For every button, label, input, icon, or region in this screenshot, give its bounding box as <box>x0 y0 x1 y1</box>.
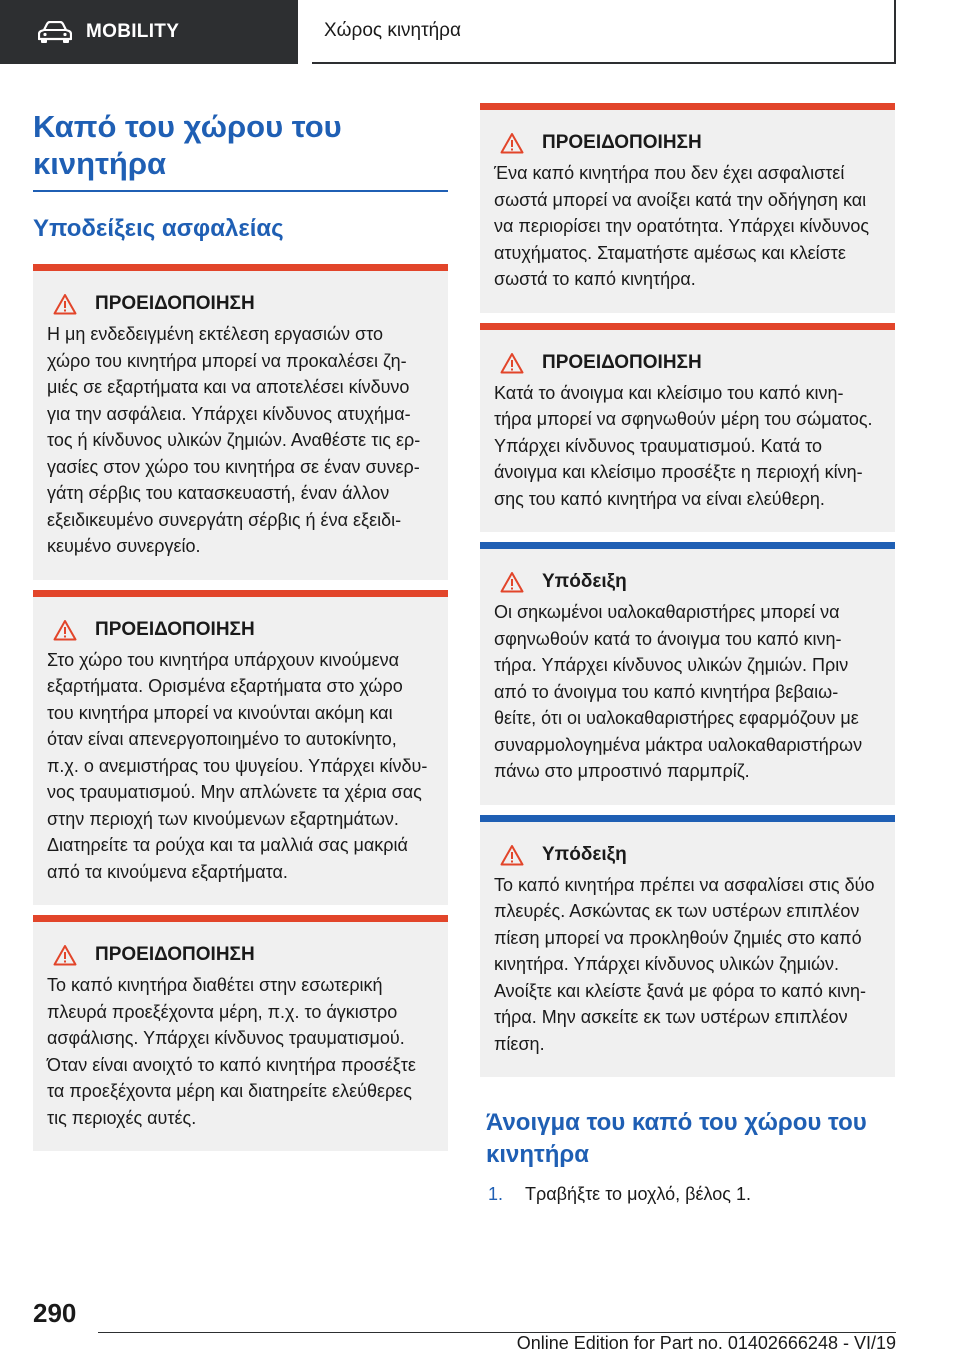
box-body-line: σωστά μπορεί να ανοίξει κατά την οδήγηση και <box>494 189 867 210</box>
section-label: MOBILITY <box>86 21 180 42</box>
section-tab <box>0 0 298 64</box>
warning-triangle-icon <box>53 944 77 966</box>
box-body <box>494 160 881 293</box>
left-column <box>33 108 448 1151</box>
box-header <box>494 132 881 154</box>
step-text: Τραβήξτε το μοχλό, βέλος 1. <box>525 1184 751 1204</box>
box-header <box>494 844 881 866</box>
box-body-line: ασφάλισης. Υπάρχει κίνδυνος τραυματισμού. <box>47 1028 405 1048</box>
box-body-line: για την ασφάλεια. Υπάρχει κίνδυνος ατυχήμα- <box>47 403 411 424</box>
box-header <box>47 944 434 966</box>
box-title: ΠΡΟΕΙΔΟΠΟΙΗΣΗ <box>542 351 702 373</box>
box-body-line: τις περιοχές αυτές. <box>47 1107 197 1128</box>
warning-triangle-icon <box>500 844 524 866</box>
box-body-line: γασίες στον χώρο του κινητήρα σε έναν συνερ- <box>47 456 420 477</box>
warning-triangle-icon <box>500 571 524 593</box>
warning-box <box>480 103 895 313</box>
box-body-line: σης του καπό κινητήρα να είναι ελεύθερη. <box>494 488 825 509</box>
warning-box <box>33 915 448 1151</box>
box-body-line: εξειδικευμένο συνεργάτη σέρβις ή ένα εξειδι- <box>47 509 402 530</box>
box-body-line: Στο χώρο του κινητήρα υπάρχουν κινούμενα <box>47 649 400 670</box>
steps-list <box>480 1181 895 1207</box>
box-body <box>47 647 434 886</box>
note-box <box>480 815 895 1078</box>
note-box <box>480 542 895 805</box>
warning-box <box>33 264 448 580</box>
box-body-line: ατυχήματος. Σταματήστε αμέσως και κλείστε <box>494 242 846 263</box>
warning-triangle-icon <box>500 132 524 154</box>
box-body-line: τα προεξέχοντα μέρη και διατηρείτε ελεύθερες <box>47 1081 412 1101</box>
right-column <box>480 103 895 1207</box>
box-body-line: χώρο του κινητήρα μπορεί να προκαλέσει ζη- <box>47 350 407 371</box>
page-number: 290 <box>33 1298 77 1328</box>
left-boxes <box>33 264 448 1151</box>
box-header <box>47 293 434 315</box>
box-header <box>494 352 881 374</box>
box-title: ΠΡΟΕΙΔΟΠΟΙΗΣΗ <box>95 944 255 965</box>
box-body <box>494 599 881 785</box>
box-body-line: Κατά το άνοιγμα και κλείσιμο του καπό κινη- <box>494 382 844 403</box>
box-body-line: τήρα. Μην ασκείτε εκ των υστέρων επιπλέον <box>494 1007 848 1027</box>
box-body-line: νος τραυματισμού. Μην απλώνετε τα χέρια σας <box>47 782 422 802</box>
box-body-line: Όταν είναι ανοιχτό το καπό κινητήρα προσέξτε <box>47 1054 416 1075</box>
step-item <box>480 1181 895 1207</box>
right-boxes <box>480 103 895 1077</box>
box-body-line: πλευρά προεξέχοντα μέρη, π.χ. το άγκιστρο <box>47 1001 398 1022</box>
box-body-line: τήρα. Υπάρχει κίνδυνος υλικών ζημιών. Πριν <box>494 655 849 675</box>
box-body <box>47 321 434 560</box>
box-body-line: του κινητήρα μπορεί να κινούνται ακόμη και <box>47 702 393 723</box>
box-body <box>494 380 881 513</box>
box-body-line: Ανοίξτε και κλείστε ξανά με φόρα το καπό κινη- <box>494 980 866 1001</box>
box-body-line: Η μη ενδεδειγμένη εκτέλεση εργασιών στο <box>47 324 384 344</box>
box-body-line: κινητήρα. Υπάρχει κίνδυνος υλικών ζημιών. <box>494 954 840 974</box>
warning-triangle-icon <box>53 619 77 641</box>
box-body-line: μιές σε εξαρτήματα και να αποτελέσει κίνδυνο <box>47 377 410 397</box>
box-body-line: όταν είναι απενεργοποιημένο το αυτοκίνητο, <box>47 729 397 749</box>
box-title: ΠΡΟΕΙΔΟΠΟΙΗΣΗ <box>542 132 702 153</box>
box-title: ΠΡΟΕΙΔΟΠΟΙΗΣΗ <box>95 618 255 640</box>
warning-triangle-icon <box>53 293 77 315</box>
box-body-line: στην περιοχή των κινούμενων εξαρτημάτων. <box>47 808 399 829</box>
warning-box <box>33 590 448 906</box>
box-body-line: άνοιγμα και κλείσιμο προσέξτε η περιοχή κίνη- <box>494 462 863 482</box>
title-divider <box>33 190 448 192</box>
box-body-line: συναρμολογημένα μάκτρα υαλοκαθαριστήρων <box>494 734 863 755</box>
box-body-line: Οι σηκωμένοι υαλοκαθαριστήρες μπορεί να <box>494 602 840 622</box>
edition-text: Online Edition for Part no. 01402666248 - VI/19 <box>516 1333 896 1353</box>
box-body-line: πίεση μπορεί να προκληθούν ζημιές στο καπό <box>494 927 862 948</box>
box-body-line: από τα κινούμενα εξαρτήματα. <box>47 861 288 882</box>
box-body-line: κευμένο συνεργείο. <box>47 536 201 556</box>
page-title: Καπό του χώρου του κινητήρα <box>33 109 342 181</box>
box-body-line: Το καπό κινητήρα πρέπει να ασφαλίσει στις δύο <box>494 874 875 895</box>
chapter-title-text: Χώρος κινητήρα <box>324 20 461 41</box>
box-body-line: γάτη σέρβις του κατασκευαστή, έναν άλλον <box>47 483 390 503</box>
box-body-line: σωστά το καπό κινητήρα. <box>494 269 696 289</box>
chapter-title <box>312 0 896 64</box>
box-header <box>494 571 881 593</box>
car-icon <box>38 21 72 43</box>
box-body-line: Ένα καπό κινητήρα που δεν έχει ασφαλιστεί <box>494 163 845 183</box>
box-body-line: Διατηρείτε τα ρούχα και τα μαλλιά σας μακριά <box>47 835 408 855</box>
box-body-line: Το καπό κινητήρα διαθέτει στην εσωτερική <box>47 975 383 995</box>
box-header <box>47 619 434 641</box>
box-body-line: Υπάρχει κίνδυνος τραυματισμού. Κατά το <box>494 435 822 456</box>
box-body-line: πίεση. <box>494 1033 545 1054</box>
step-number: 1. <box>488 1184 504 1204</box>
warning-triangle-icon <box>500 352 524 374</box>
section-subtitle: Υποδείξεις ασφαλείας <box>33 215 284 242</box>
box-title: Υπόδειξη <box>542 843 627 865</box>
box-title: Υπόδειξη <box>542 571 627 592</box>
box-body-line: τήρα μπορεί να σφηνωθούν μέρη του σώματος. <box>494 409 873 429</box>
box-body-line: τος ή κίνδυνος υλικών ζημιών. Αναθέστε τις ερ- <box>47 430 421 450</box>
box-title: ΠΡΟΕΙΔΟΠΟΙΗΣΗ <box>95 293 255 314</box>
section-title: Άνοιγμα του καπό του χώρου του κινητήρα <box>486 1109 867 1168</box>
box-body-line: πλευρές. Ασκώντας εκ των υστέρων επιπλέον <box>494 901 860 921</box>
warning-box <box>480 323 895 533</box>
box-body-line: πάνω στο μπροστινό παρμπρίζ. <box>494 761 750 781</box>
box-body <box>494 872 881 1058</box>
box-body <box>47 972 434 1131</box>
box-body-line: π.χ. ο ανεμιστήρας του ψυγείου. Υπάρχει κίνδυ- <box>47 755 428 776</box>
box-body-line: θείτε, ότι οι υαλοκαθαριστήρες εφαρμόζουν με <box>494 708 859 728</box>
box-body-line: από το άνοιγμα του καπό κινητήρα βεβαιω- <box>494 681 839 702</box>
box-body-line: σφηνωθούν κατά το άνοιγμα του καπό κινη- <box>494 628 842 649</box>
box-body-line: εξαρτήματα. Ορισμένα εξαρτήματα στο χώρο <box>47 676 403 696</box>
box-body-line: να περιορίσει την ορατότητα. Υπάρχει κίνδυνος <box>494 216 870 236</box>
